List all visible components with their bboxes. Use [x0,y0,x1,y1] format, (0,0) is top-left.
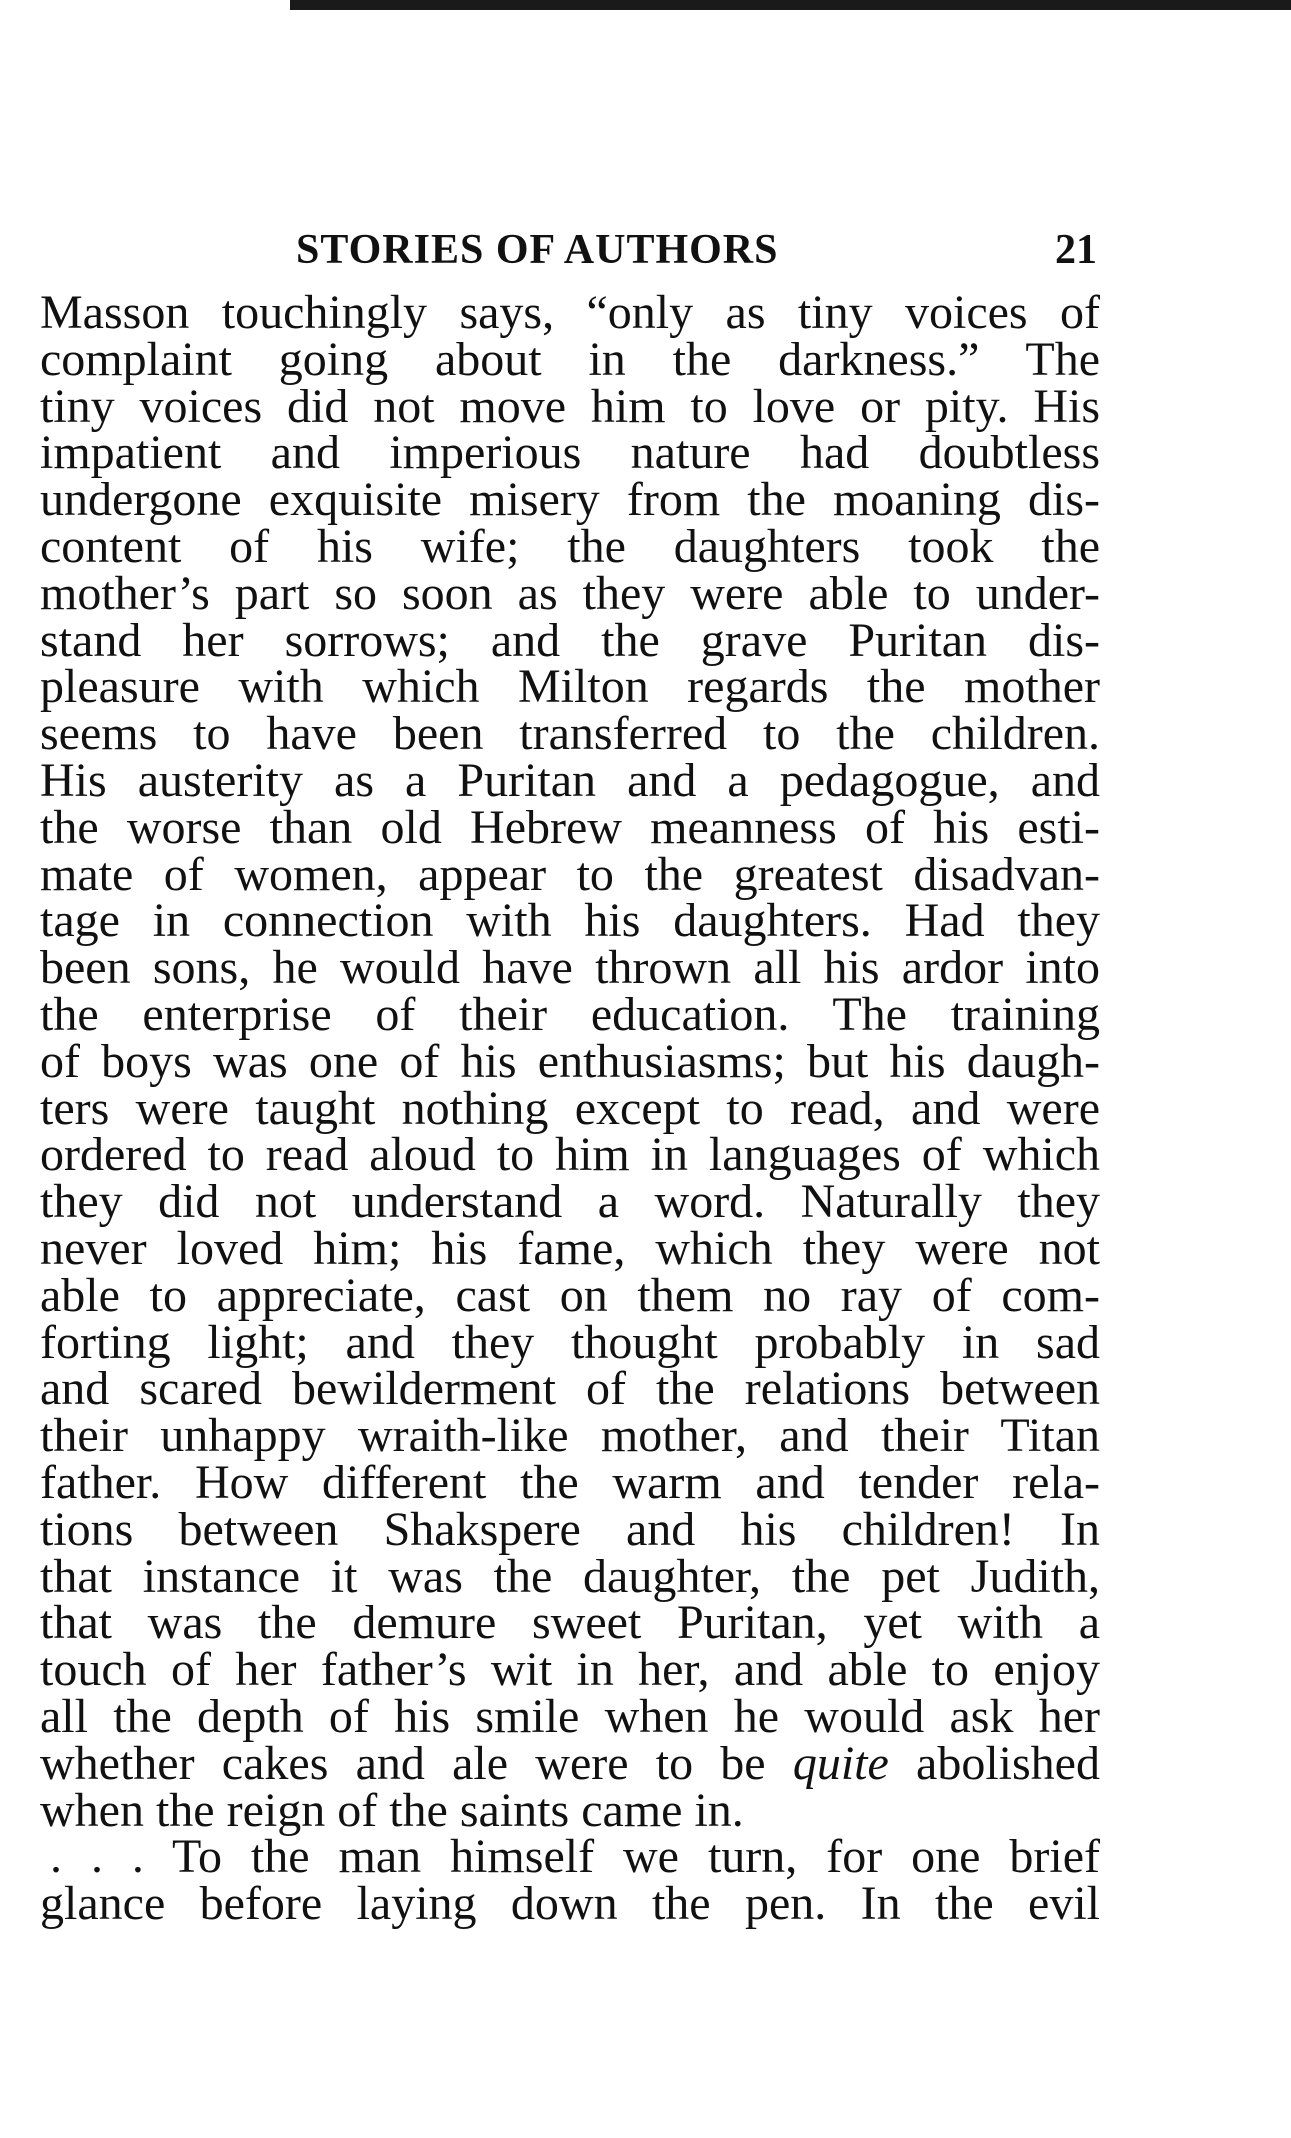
text-line: content of his wife; the daughters took the [40,519,1100,573]
text-line: seems to have been transferred to the children. [40,707,1100,761]
text-line: the worse than old Hebrew meanness of his esti- [40,800,1100,854]
text-line: impatient and imperious nature had doubtless [40,426,1100,480]
text-line: undergone exquisite misery from the moaning dis- [40,473,1100,527]
text-line: mate of women, appear to the greatest disadvan- [40,847,1100,901]
top-rule [290,0,1291,10]
text-line: that instance it was the daughter, the pet Judith, [40,1549,1100,1603]
text-line: able to appreciate, cast on them no ray of com- [40,1268,1100,1322]
text-line: complaint going about in the darkness.” The [40,332,1100,386]
text-line: all the depth of his smile when he would ask her [40,1689,1100,1743]
text-line: their unhappy wraith-like mother, and their Titan [40,1409,1100,1463]
text-line: touch of her father’s wit in her, and able to enjoy [40,1643,1100,1697]
text-line: stand her sorrows; and the grave Puritan dis- [40,613,1100,667]
text-line: of boys was one of his enthusiasms; but his daugh- [40,1034,1100,1088]
text-line: they did not understand a word. Naturally they [40,1175,1100,1229]
running-head: STORIES OF AUTHORS [296,227,779,273]
text-line: glance before laying down the pen. In the evil [40,1877,1100,1931]
italic-word: quite [792,1736,889,1790]
text-line: His austerity as a Puritan and a pedagogue, and [40,753,1100,807]
text-line: been sons, he would have thrown all his ardor into [40,941,1100,995]
text-line: tage in connection with his daughters. Had they [40,894,1100,948]
paragraph-end-line: when the reign of the saints came in. [40,1783,744,1837]
text-line: pleasure with which Milton regards the mother [40,660,1100,714]
text-line: that was the demure sweet Puritan, yet with a [40,1596,1100,1650]
text-line: the enterprise of their education. The training [40,987,1100,1041]
text-line-italic-emphasis [40,1736,1100,1790]
body-text [40,286,1100,1931]
page-number: 21 [1055,227,1097,273]
text-line: tiny voices did not move him to love or pity. His [40,379,1100,433]
text-line: never loved him; his fame, which they were not [40,1221,1100,1275]
paragraph-start-line: . . . To the man himself we turn, for one brief [50,1830,1100,1884]
text-line: and scared bewilderment of the relations between [40,1362,1100,1416]
text-line: Masson touchingly says, “only as tiny voices of [40,286,1100,339]
text-line: ters were taught nothing except to read, and were [40,1081,1100,1135]
text-fragment: abolished [888,1736,1100,1790]
text-line: mother’s part so soon as they were able to under- [40,566,1100,620]
text-line: forting light; and they thought probably in sad [40,1315,1100,1369]
text-line: tions between Shakspere and his children! In [40,1502,1100,1556]
text-line: father. How different the warm and tender rela- [40,1455,1100,1509]
text-fragment: whether cakes and ale were to be [40,1736,793,1790]
text-line: ordered to read aloud to him in languages of which [40,1128,1100,1182]
